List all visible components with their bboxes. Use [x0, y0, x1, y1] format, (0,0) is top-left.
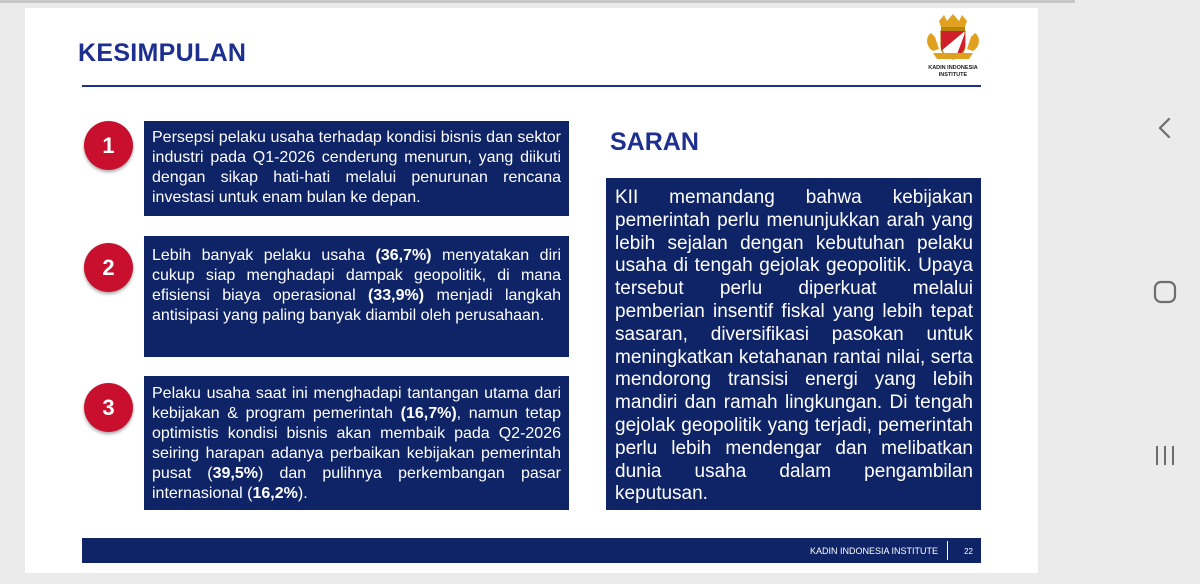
conclusion-2-percentage-a: (36,7%) — [375, 247, 432, 264]
conclusion-3-text-d: ). — [297, 485, 308, 502]
logo-text-line2: INSTITUTE — [938, 71, 968, 78]
footer-label: KADIN INDONESIA INSTITUTE — [809, 546, 938, 556]
conclusion-2-text-c: menjadi langkah antisipasi yang paling banyak diambil oleh perusahaan. — [152, 287, 561, 324]
logo-emblem-icon — [923, 13, 983, 65]
home-button[interactable] — [1145, 272, 1185, 312]
saran-box — [606, 178, 981, 510]
conclusion-3-text-b: , namun tetap optimistis kondisi bisnis akan membaik pada Q2-2026 seiring harapan adanya perbaikan kebijakan pemerintah pusat ( — [152, 405, 561, 482]
conclusion-box-1 — [144, 121, 569, 216]
item-number-badge: 3 — [84, 383, 133, 432]
conclusion-text-3 — [152, 384, 561, 504]
recent-apps-button[interactable] — [1145, 436, 1185, 476]
logo-wordmark — [913, 65, 993, 78]
conclusion-2-text-b: menyatakan diri cukup siap menghadapi dampak geopolitik, di mana efisiensi biaya operasional — [152, 247, 562, 304]
saran-heading: SARAN — [610, 128, 699, 156]
conclusion-3-percentage-a: (16,7%) — [400, 405, 457, 422]
conclusion-3-text-a: Pelaku usaha saat ini menghadapi tantangan utama dari kebijakan & program pemerintah — [152, 385, 561, 422]
footer-divider — [947, 541, 948, 560]
conclusion-text-1: Persepsi pelaku usaha terhadap kondisi bisnis dan sektor industri pada Q1-2026 cenderung menurun, yang diikuti dengan sikap hati-hati melalui penurunan rencana investasi untuk enam bulan ke depan. — [152, 129, 561, 206]
conclusion-3-text-c: ) dan pulihnya perkembangan pasar internasional ( — [152, 465, 561, 502]
presentation-slide — [25, 8, 1038, 573]
kadin-logo — [913, 13, 993, 83]
item-number-badge: 1 — [84, 121, 133, 170]
slide-footer — [82, 538, 981, 563]
slide-title: KESIMPULAN — [78, 39, 247, 67]
conclusion-3-percentage-b: 39,5% — [212, 465, 258, 482]
conclusion-box-3 — [144, 376, 569, 510]
conclusion-box-2 — [144, 236, 569, 357]
saran-text: KII memandang bahwa kebijakan pemerintah perlu menunjukkan arah yang lebih sejalan dengan kebutuhan pelaku usaha di tengah gejolak geopolitik. Upaya tersebut perlu diperkuat melalui pemberian insentif fiskal yang lebih tepat sasaran, diversifikasi pasokan untuk meningkatkan ketahanan rantai nilai, serta mendorong transisi energi yang lebih mandiri dan ramah lingkungan. Di tengah gejolak geopolitik yang terjadi, pemerintah perlu lebih mendengar dan melibatkan dunia usaha dalam pengambilan keputusan. — [615, 187, 973, 505]
home-icon — [1145, 272, 1185, 312]
top-edge — [0, 0, 1075, 3]
conclusion-3-percentage-c: 16,2% — [252, 485, 298, 502]
item-number-badge: 2 — [84, 243, 133, 292]
conclusion-2-text-a: Lebih banyak pelaku usaha — [152, 247, 376, 264]
back-icon — [1145, 108, 1185, 148]
recent-apps-icon — [1145, 436, 1185, 476]
conclusion-2-percentage-b: (33,9%) — [368, 287, 425, 304]
conclusion-text-2 — [152, 246, 561, 326]
page-number: 22 — [964, 547, 973, 556]
back-button[interactable] — [1145, 108, 1185, 148]
logo-text-line1: KADIN INDONESIA — [928, 65, 978, 71]
title-underline — [82, 85, 981, 87]
